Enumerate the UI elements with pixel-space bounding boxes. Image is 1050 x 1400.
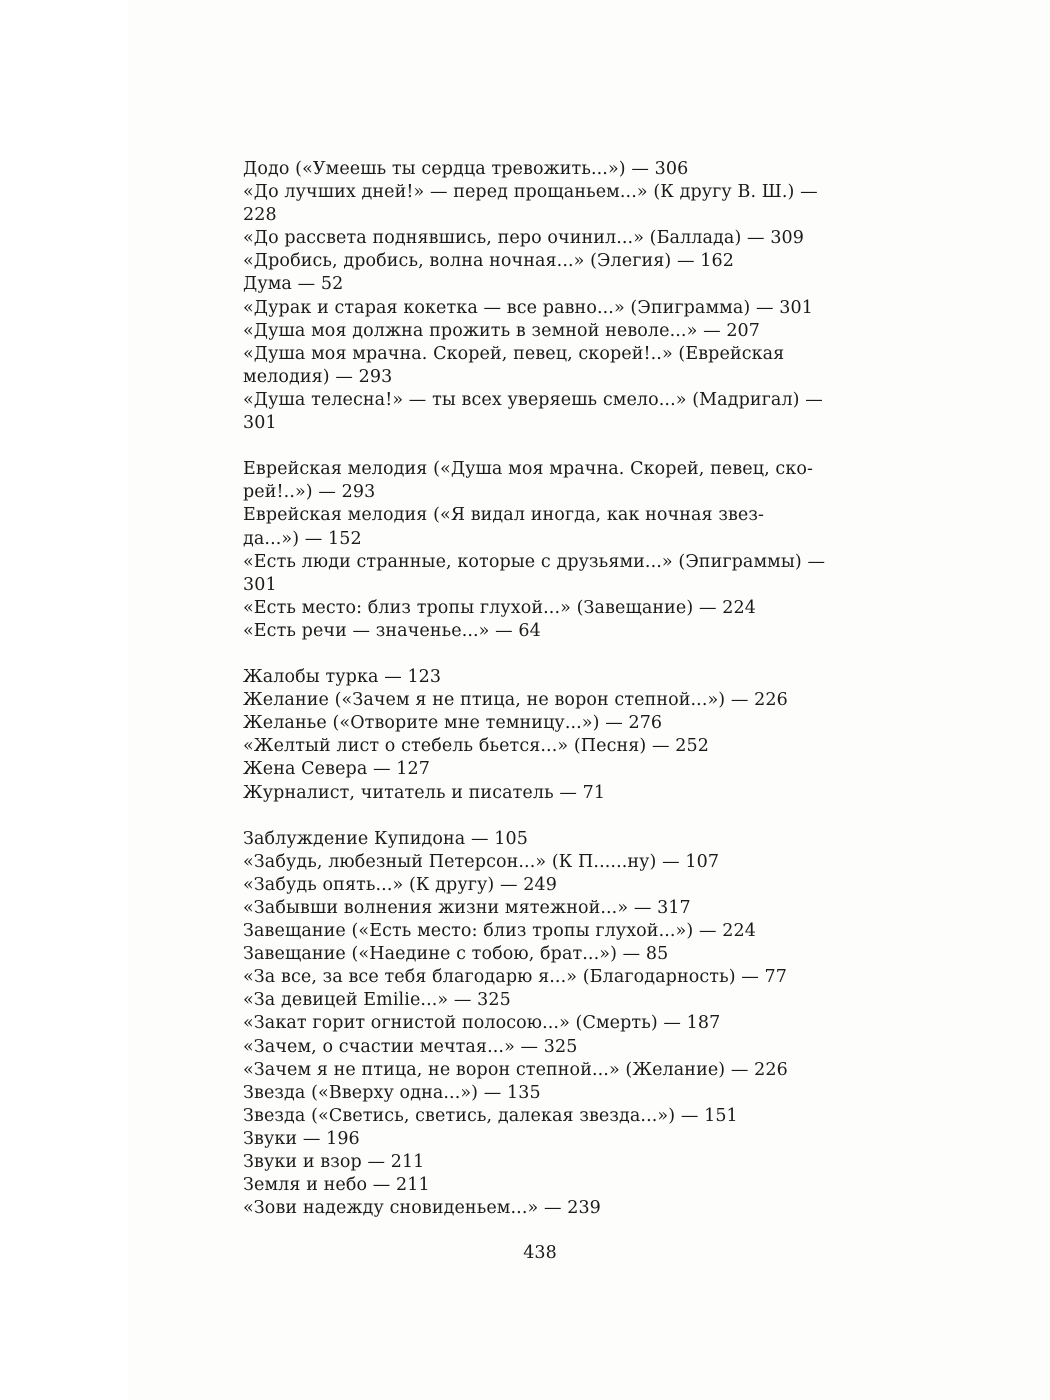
index-entry-line: «Душа телесна!» — ты всех уверяешь смело...» (Мадригал) — — [243, 389, 823, 410]
index-entry — [243, 1105, 843, 1128]
index-entry — [243, 689, 843, 712]
index-entry — [243, 458, 843, 504]
index-entry — [243, 1059, 843, 1082]
index-entry — [243, 851, 843, 874]
index-entry-line: «Зови надежду сновиденьем...» — 239 — [243, 1198, 601, 1219]
index-entry-continuation: да...») — 152 — [243, 528, 362, 549]
index-entry-line: «Дурак и старая кокетка — все равно...» (Эпиграмма) — 301 — [243, 297, 813, 318]
index-entry-line: «До лучших дней!» — перед прощаньем...» (К другу В. Ш.) — — [243, 182, 818, 203]
index-entry — [243, 1128, 843, 1151]
index-entry-line: «Забудь опять...» (К другу) — 249 — [243, 874, 557, 895]
index-entry-line: «Есть место: близ тропы глухой...» (Завещание) — 224 — [243, 597, 756, 618]
index-entry-line: «Есть люди странные, которые с друзьями...» (Эпиграммы) — — [243, 551, 826, 572]
index-entry-line: Звезда («Светись, светись, далекая звезда...») — 151 — [243, 1105, 738, 1126]
index-entry-line: Жалобы турка — 123 — [243, 667, 442, 688]
index-entry-line: Звезда («Вверху одна...») — 135 — [243, 1082, 541, 1103]
index-entry — [243, 989, 843, 1012]
index-entry — [243, 1012, 843, 1035]
index-entry-line: «Забывши волнения жизни мятежной...» — 317 — [243, 898, 691, 918]
index-list — [243, 158, 843, 1220]
index-entry-line: «Душа моя должна прожить в земной неволе...» — 207 — [243, 320, 761, 341]
index-entry — [243, 389, 843, 435]
index-entry-line: Звуки — 196 — [243, 1128, 360, 1149]
index-entry-continuation: мелодия) — 293 — [243, 366, 393, 387]
index-entry-line: Додо («Умеешь ты сердца тревожить...») — 306 — [243, 159, 689, 179]
index-letter-group — [243, 458, 843, 643]
index-entry-line: «Зачем я не птица, не ворон степной...» (Желание) — 226 — [243, 1059, 788, 1080]
index-entry-line: Еврейская мелодия («Душа моя мрачна. Скорей, певец, ско- — [243, 459, 814, 480]
index-entry-line: Заблуждение Купидона — 105 — [243, 828, 528, 849]
index-entry-line: Журналист, читатель и писатель — 71 — [243, 782, 606, 803]
index-entry-line: «Закат горит огнистой полосою...» (Смерть) — 187 — [243, 1013, 721, 1034]
index-entry-line: Завещание («Наедине с тобою, брат...») — 85 — [243, 944, 669, 965]
index-entry — [243, 297, 843, 320]
index-entry — [243, 735, 843, 758]
index-entry — [243, 828, 843, 851]
index-entry — [243, 250, 843, 273]
index-entry — [243, 597, 843, 620]
index-entry-line: Завещание («Есть место: близ тропы глухой...») — 224 — [243, 921, 756, 942]
index-entry — [243, 712, 843, 735]
index-entry-line: Земля и небо — 211 — [243, 1175, 430, 1196]
index-entry-continuation: 228 — [243, 205, 277, 226]
index-entry — [243, 1151, 843, 1174]
index-entry-line: Еврейская мелодия («Я видал иногда, как ночная звез- — [243, 505, 765, 526]
index-entry — [243, 897, 843, 920]
index-letter-group — [243, 158, 843, 435]
index-entry — [243, 758, 843, 781]
index-entry — [243, 943, 843, 966]
index-entry-line: Желанье («Отворите мне темницу...») — 276 — [243, 713, 663, 734]
index-entry — [243, 1174, 843, 1197]
index-entry — [243, 920, 843, 943]
index-entry-continuation: рей!..») — 293 — [243, 482, 376, 503]
index-entry — [243, 158, 843, 181]
index-entry-line: «Желтый лист о стебель бьется...» (Песня) — 252 — [243, 736, 709, 757]
index-letter-group — [243, 828, 843, 1221]
index-entry-line: «Забудь, любезный Петерсон...» (К П......ну) — 107 — [243, 851, 720, 872]
index-entry-line: «Дробись, дробись, волна ночная...» (Элегия) — 162 — [243, 251, 734, 272]
index-entry-line: «До рассвета поднявшись, перо очинил...» (Баллада) — 309 — [243, 228, 805, 249]
index-entry — [243, 343, 843, 389]
index-entry — [243, 551, 843, 597]
index-entry — [243, 1197, 843, 1220]
index-letter-group — [243, 666, 843, 805]
index-entry — [243, 1036, 843, 1059]
index-entry — [243, 874, 843, 897]
index-entry-line: «Душа моя мрачна. Скорей, певец, скорей!..» (Еврейская — [243, 343, 785, 364]
index-entry — [243, 181, 843, 227]
index-entry-continuation: 301 — [243, 574, 277, 595]
index-entry-line: «Зачем, о счастии мечтая...» — 325 — [243, 1036, 578, 1057]
index-entry-line: «За все, за все тебя благодарю я...» (Благодарность) — 77 — [243, 967, 788, 988]
index-entry-line: «Есть речи — значенье...» — 64 — [243, 620, 541, 641]
index-entry-line: «За девицей Emilie...» — 325 — [243, 990, 511, 1011]
index-entry-line: Дума — 52 — [243, 274, 344, 295]
index-entry — [243, 504, 843, 550]
page-number: 438 — [523, 1243, 557, 1263]
index-entry — [243, 782, 843, 805]
index-entry — [243, 227, 843, 250]
index-entry-line: Жена Севера — 127 — [243, 759, 430, 780]
index-entry — [243, 620, 843, 643]
index-entry — [243, 1082, 843, 1105]
index-entry-line: Желание («Зачем я не птица, не ворон степной...») — 226 — [243, 690, 788, 711]
index-entry — [243, 666, 843, 689]
index-entry-line: Звуки и взор — 211 — [243, 1152, 425, 1173]
index-entry — [243, 966, 843, 989]
index-entry — [243, 320, 843, 343]
index-entry — [243, 273, 843, 296]
index-entry-continuation: 301 — [243, 413, 277, 434]
